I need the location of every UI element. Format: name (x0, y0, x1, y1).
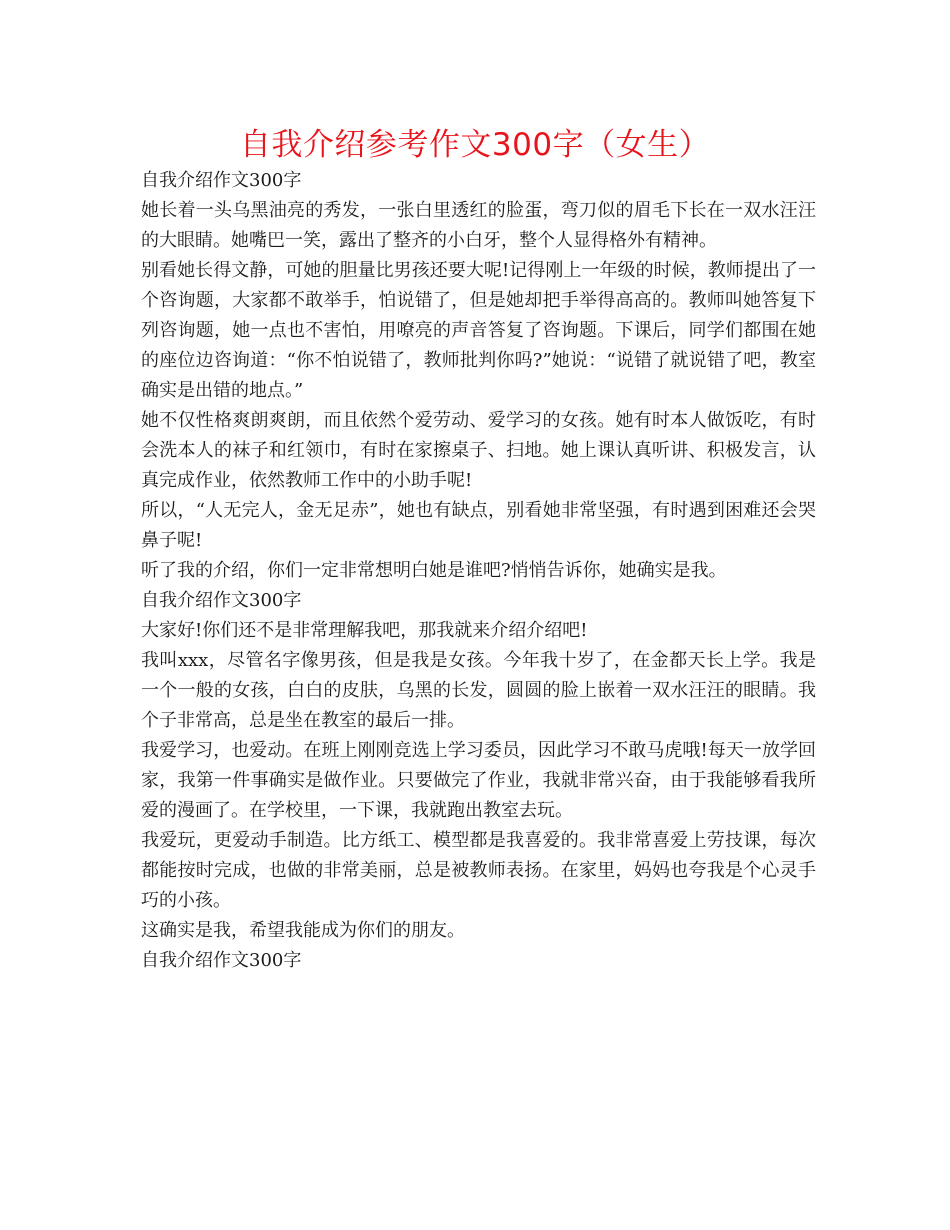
paragraph: 我爱玩，更爱动手制造。比方纸工、模型都是我喜爱的。我非常喜爱上劳技课，每次都能按时完成，也做的非常美丽，总是被教师表扬。在家里，妈妈也夸我是个心灵手巧的小孩。 (141, 830, 816, 911)
paragraph: 我爱学习，也爱动。在班上刚刚竞选上学习委员，因此学习不敢马虎哦!每天一放学回家，我第一件事确实是做作业。只要做完了作业，我就非常兴奋，由于我能够看我所爱的漫画了。在学校里，一下课，我就跑出教室去玩。 (141, 740, 816, 821)
paragraph: 这确实是我，希望我能成为你们的朋友。 (141, 920, 465, 941)
paragraph: 她不仅性格爽朗爽朗，而且依然个爱劳动、爱学习的女孩。她有时本人做饭吃，有时会洗本人的袜子和红领巾，有时在家擦桌子、扫地。她上课认真听讲、积极发言，认真完成作业，依然教师工作中的小助手呢! (141, 410, 816, 491)
document-body (141, 166, 816, 976)
section-heading: 自我介绍作文300字 (141, 170, 302, 191)
paragraph: 听了我的介绍，你们一定非常想明白她是谁吧?悄悄告诉你，她确实是我。 (141, 560, 727, 581)
section-heading: 自我介绍作文300字 (141, 950, 302, 971)
paragraph: 她长着一头乌黑油亮的秀发，一张白里透红的脸蛋，弯刀似的眉毛下长在一双水汪汪的大眼睛。她嘴巴一笑，露出了整齐的小白牙，整个人显得格外有精神。 (141, 200, 816, 251)
document-title: 自我介绍参考作文300字（女生） (239, 127, 711, 163)
paragraph: 别看她长得文静，可她的胆量比男孩还要大呢!记得刚上一年级的时候，教师提出了一个咨询题，大家都不敢举手，怕说错了，但是她却把手举得高高的。教师叫她答复下列咨询题，她一点也不害怕，用嘹亮的声音答复了咨询题。下课后，同学们都围在她的座位边咨询道：“你不怕说错了，教师批判你吗?”她说：“说错了就说错了吧，教室确实是出错的地点。” (141, 260, 816, 401)
paragraph: 大家好!你们还不是非常理解我吧，那我就来介绍介绍吧! (141, 620, 588, 641)
section-heading: 自我介绍作文300字 (141, 590, 302, 611)
paragraph: 所以，“人无完人，金无足赤”，她也有缺点，别看她非常坚强，有时遇到困难还会哭鼻子呢! (141, 500, 816, 551)
paragraph: 我叫xxx，尽管名字像男孩，但是我是女孩。今年我十岁了，在金都天长上学。我是一个一般的女孩，白白的皮肤，乌黑的长发，圆圆的脸上嵌着一双水汪汪的眼睛。我个子非常高，总是坐在教室的最后一排。 (141, 650, 816, 731)
